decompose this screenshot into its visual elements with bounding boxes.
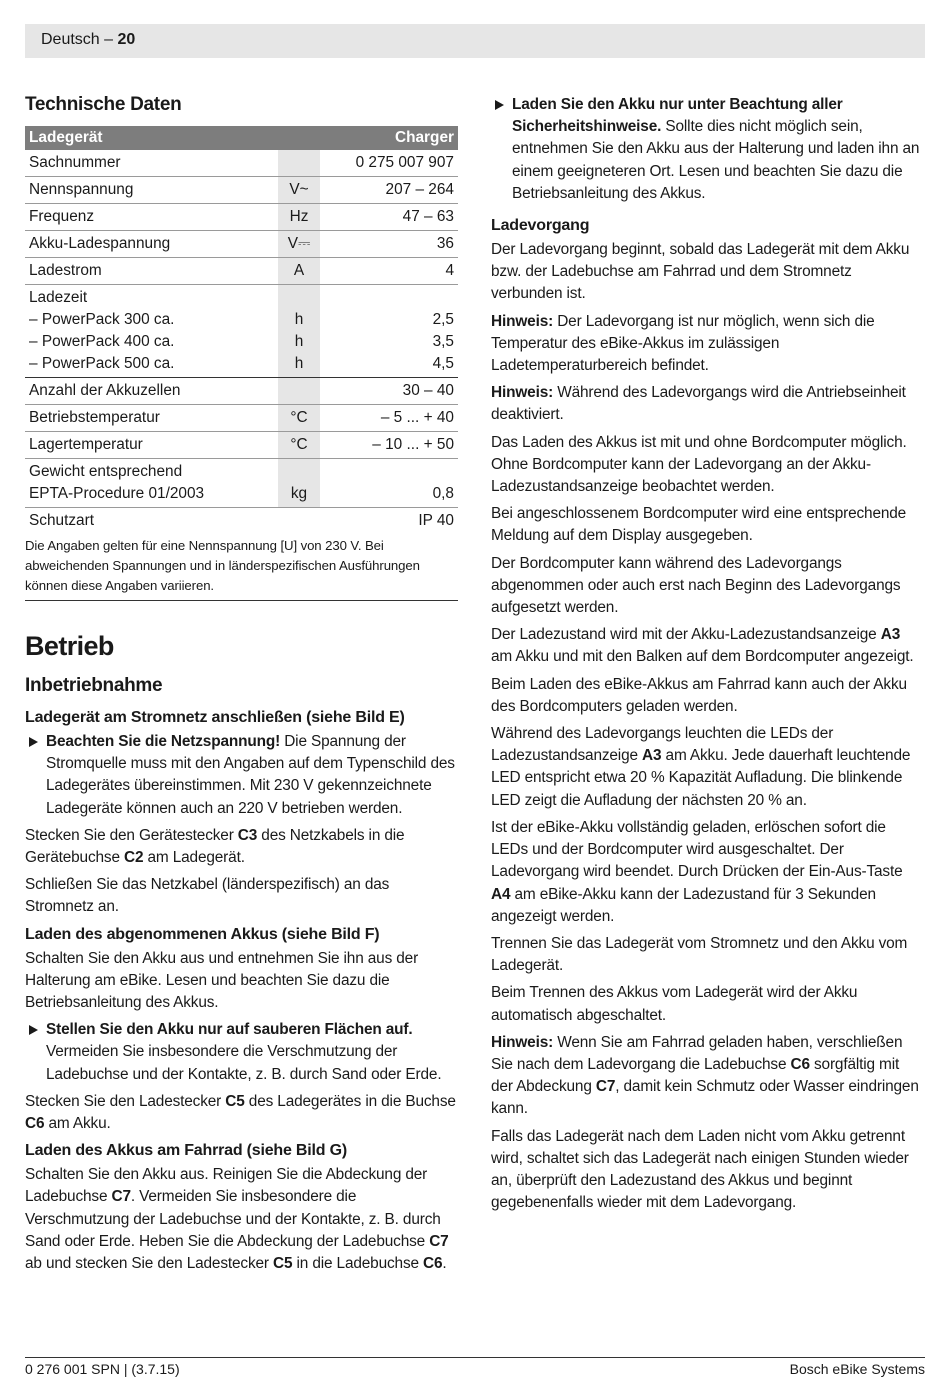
row-unit (278, 459, 320, 508)
row-unit: V⎓ (278, 231, 320, 258)
table-row (25, 432, 458, 459)
row-label: Lagertemperatur (25, 432, 278, 459)
row-value: 36 (320, 231, 458, 258)
row-unit: °C (278, 432, 320, 459)
text: . Vermeiden Sie insbesondere die Verschmutzung der Ladebuchse und der Kontakte, z. B. durch Sand oder Erde. Heben Sie die Abdeckung der Ladebuchse (25, 1188, 441, 1250)
paragraph-akku-aus: Schalten Sie den Akku aus und entnehmen Sie ihn aus der Halterung am eBike. Lesen und beachten Sie dazu die Betriebsanleitung des Akkus. (25, 949, 419, 1012)
ref-a4: A4 (491, 885, 511, 903)
row-value (320, 285, 458, 378)
row-label: Anzahl der Akkuzellen (25, 378, 278, 405)
text: Der Ladevorgang ist nur möglich, wenn sich die Temperatur des eBike-Akkus im zulässigen Ladetemperaturbereich befindet. (491, 312, 875, 375)
betrieb-heading: Betrieb (25, 631, 114, 661)
text: am eBike-Akku kann der Ladezustand für 3 Sekunden angezeigt werden. (491, 885, 876, 925)
text: Stecken Sie den Gerätestecker (25, 826, 238, 844)
row-value: 30 – 40 (320, 378, 458, 405)
row-unit: A (278, 258, 320, 285)
text: Wenn Sie am Fahrrad geladen haben, verschließen Sie nach dem Ladevorgang die Ladebuchse (491, 1033, 903, 1073)
row-value: – 10 ... + 50 (320, 432, 458, 459)
table-row (25, 204, 458, 231)
ref-c6: C6 (423, 1255, 443, 1273)
arrow-bullet-icon (495, 100, 504, 110)
row-unit: Hz (278, 204, 320, 231)
paragraph-bordcomputer-optional: Das Laden des Akkus ist mit und ohne Bordcomputer möglich. Ohne Bordcomputer kann der Ladevorgang an der Akku-Ladezustandsanzeige beobachtet werden. (491, 433, 907, 496)
row-label: Nennspannung (25, 177, 278, 204)
footer-rule (25, 1357, 925, 1358)
text: am Ladegerät. (143, 849, 245, 867)
bullet-text: Die Spannung der Stromquelle muss mit den Angaben auf dem Typenschild des Ladegerätes übereinstimmen. Mit 230 V gekennzeichnete Ladegeräte können auch an 220 V betrieben werden. (46, 733, 455, 817)
row-label: Frequenz (25, 204, 278, 231)
row-label: Akku-Ladespannung (25, 231, 278, 258)
ref-c7: C7 (429, 1232, 449, 1250)
header-language: Deutsch (41, 31, 100, 48)
text: am Akku. (44, 1115, 111, 1133)
ref-c5: C5 (273, 1255, 293, 1273)
powerpack-500-unit: h (294, 355, 304, 372)
row-label (25, 459, 278, 508)
text: , damit kein Schmutz oder Wasser eindringen kann. (491, 1078, 919, 1118)
bullet-saubere-flaechen (25, 1019, 458, 1086)
row-unit (278, 508, 320, 535)
tech-data-heading: Technische Daten (25, 94, 182, 115)
text: in die Ladebuchse (292, 1255, 424, 1273)
gewicht-label: Gewicht entsprechend (29, 463, 183, 480)
bullet-text: Sollte dies nicht möglich sein, entnehmen Sie den Akku aus der Halterung und laden ihn an einem geeigneteren Ort. Lesen und beachten Sie dazu die Betriebsanleitung des Akkus. (512, 118, 920, 202)
powerpack-400-label: – PowerPack 400 ca. (29, 333, 175, 350)
paragraph-trennen: Trennen Sie das Ladegerät vom Stromnetz und den Akku vom Ladegerät. (491, 934, 908, 975)
epta-label: EPTA-Procedure 01/2003 (29, 485, 205, 502)
bullet-bold: Stellen Sie den Akku nur auf sauberen Flächen auf. (46, 1021, 413, 1039)
abgenommen-heading: Laden des abgenommenen Akkus (siehe Bild F) (25, 925, 380, 943)
paragraph-fahrrad (25, 1164, 458, 1275)
ladevorgang-heading: Ladevorgang (491, 217, 590, 235)
powerpack-300-label: – PowerPack 300 ca. (29, 311, 175, 328)
text: Während des Ladevorgangs wird die Antriebseinheit deaktiviert. (491, 384, 906, 424)
bullet-netzspannung (25, 731, 458, 820)
powerpack-500-value: 4,5 (432, 355, 454, 372)
paragraph-hinweis-antrieb (491, 382, 923, 426)
row-label: Betriebstemperatur (25, 405, 278, 432)
gewicht-unit: kg (290, 485, 308, 502)
table-row (25, 378, 458, 405)
spec-col-ladegeraet: Ladegerät (25, 126, 278, 150)
inbetriebnahme-heading: Inbetriebnahme (25, 675, 163, 696)
row-value (320, 459, 458, 508)
text: Während des Ladevorgangs leuchten die LEDs der Ladezustandsanzeige (491, 725, 834, 765)
row-unit (278, 378, 320, 405)
footer-brand: Bosch eBike Systems (789, 1361, 925, 1377)
text: Stecken Sie den Ladestecker (25, 1092, 226, 1110)
text: Ist der eBike-Akku vollständig geladen, erlöschen sofort die LEDs und der Bordcomputer wird ausgeschaltet. Der Ladevorgang wird beendet. Durch Drücken der Ein-Aus-Taste (491, 818, 903, 881)
paragraph-automatisch: Beim Trennen des Akkus vom Ladegerät wird der Akku automatisch abgeschaltet. (491, 984, 858, 1024)
paragraph-netzkabel: Schließen Sie das Netzkabel (länderspezifisch) an das Stromnetz an. (25, 876, 390, 916)
table-row-ladezeit (25, 285, 458, 378)
row-unit: V~ (278, 177, 320, 204)
powerpack-400-value: 3,5 (432, 333, 454, 350)
paragraph-ladevorgang-beginnt: Der Ladevorgang beginnt, sobald das Ladegerät mit dem Akku bzw. der Ladebuchse am Fahrrad und dem Stromnetz verbunden ist. (491, 241, 910, 303)
bullet-bold: Beachten Sie die Netzspannung! (46, 733, 281, 750)
paragraph-wieder-an: Falls das Ladegerät nach dem Laden nicht vom Akku getrennt wird, schaltet sich das Ladegerät nach einigen Stunden wieder an, überprüft den Ladezustand des Akkus und beginnt gegebenenfalls wieder mit dem Ladevorgang. (491, 1127, 909, 1212)
table-row (25, 177, 458, 204)
text: . (442, 1255, 447, 1273)
paragraph-ladezustand (491, 624, 923, 668)
paragraph-vollstaendig (491, 817, 923, 928)
gewicht-value: 0,8 (432, 485, 454, 502)
bullet-text: Vermeiden Sie insbesondere die Verschmutzung der Ladebuchse und der Kontakte, z. B. durch Sand oder Erde. (46, 1043, 442, 1083)
right-column (491, 94, 923, 1219)
text: des Ladegerätes in die Buchse (244, 1092, 456, 1110)
hinweis-label: Hinweis: (491, 1033, 554, 1051)
stromnetz-heading: Ladegerät am Stromnetz anschließen (siehe Bild E) (25, 709, 405, 726)
row-label: Schutzart (29, 512, 95, 529)
spec-col-charger: Charger (320, 126, 458, 150)
paragraph-hinweis-abdeckung (491, 1032, 923, 1121)
arrow-bullet-icon (29, 737, 38, 747)
arrow-bullet-icon (29, 1025, 38, 1035)
spec-table-header (25, 126, 458, 150)
header-text (41, 31, 135, 49)
text: ab und stecken Sie den Ladestecker (25, 1255, 274, 1273)
paragraph-bordcomputer-laden: Beim Laden des eBike-Akkus am Fahrrad kann auch der Akku des Bordcomputers geladen werden. (491, 675, 907, 715)
row-unit (278, 285, 320, 378)
table-row-gewicht (25, 459, 458, 508)
spec-col-unit (278, 126, 320, 150)
table-row (25, 258, 458, 285)
row-value: – 5 ... + 40 (320, 405, 458, 432)
powerpack-300-value: 2,5 (432, 311, 454, 328)
header-separator: – (99, 31, 118, 48)
text: am Akku und mit den Balken auf dem Bordcomputer angezeigt. (491, 648, 914, 666)
row-value: 4 (320, 258, 458, 285)
row-label: Ladestrom (25, 258, 278, 285)
ref-c3: C3 (237, 826, 258, 844)
footer-doc-number: 0 276 001 SPN | (3.7.15) (25, 1361, 180, 1377)
ref-a3: A3 (880, 626, 901, 644)
ref-a3: A3 (642, 747, 662, 765)
row-value: 0 275 007 907 (320, 150, 458, 177)
table-row (25, 405, 458, 432)
table-note: Die Angaben gelten für eine Nennspannung [U] von 230 V. Bei abweichenden Spannungen und in länderspezifischen Ausführungen können diese Angaben variieren. (25, 534, 458, 601)
powerpack-500-label: – PowerPack 500 ca. (29, 355, 175, 372)
paragraph-geraetestecker (25, 825, 458, 869)
text: am Akku. Jede dauerhaft leuchtende LED entspricht etwa 20 % Kapazität Aufladung. Die blinkende LED zeigt die Aufladung der nächsten 20 % an. (491, 747, 911, 809)
ladezeit-label: Ladezeit (29, 289, 88, 306)
row-value: 207 – 264 (320, 177, 458, 204)
hinweis-label: Hinweis: (491, 384, 554, 402)
page-header (25, 24, 925, 58)
bullet-sicherheitshinweise (491, 94, 923, 205)
row-value: 47 – 63 (320, 204, 458, 231)
table-row (25, 150, 458, 177)
ref-c6: C6 (25, 1115, 45, 1133)
fahrrad-heading: Laden des Akkus am Fahrrad (siehe Bild G) (25, 1142, 347, 1160)
table-row (25, 508, 458, 535)
row-label (25, 285, 278, 378)
hinweis-label: Hinweis: (491, 312, 554, 330)
row-value: IP 40 (418, 512, 454, 529)
paragraph-display-meldung: Bei angeschlossenem Bordcomputer wird eine entsprechende Meldung auf dem Display ausgegeben. (491, 505, 907, 545)
spec-table (25, 126, 458, 534)
ref-c7: C7 (595, 1078, 616, 1096)
table-row (25, 231, 458, 258)
ref-c2: C2 (124, 849, 144, 867)
paragraph-hinweis-temperatur (491, 311, 923, 378)
text: sorgfältig mit der Abdeckung (491, 1055, 900, 1096)
row-unit (278, 150, 320, 177)
left-column (25, 92, 458, 1280)
ref-c5: C5 (225, 1092, 245, 1110)
paragraph-leds (491, 723, 923, 812)
ref-c6: C6 (790, 1055, 810, 1073)
powerpack-400-unit: h (294, 333, 304, 350)
ref-c7: C7 (111, 1188, 131, 1206)
text: Der Ladezustand wird mit der Akku-Ladezustandsanzeige (491, 626, 881, 644)
text: des Netzkabels in die Gerätebuchse (25, 826, 405, 867)
paragraph-bordcomputer-abnehmen: Der Bordcomputer kann während des Ladevorgangs abgenommen oder auch erst nach Beginn des Ladevorgangs aufgesetzt werden. (491, 554, 901, 617)
powerpack-300-unit: h (294, 311, 304, 328)
page-number: 20 (117, 31, 136, 48)
row-unit: °C (278, 405, 320, 432)
bullet-bold: Laden Sie den Akku nur unter Beachtung aller Sicherheitshinweise. (512, 96, 843, 136)
paragraph-ladestecker (25, 1091, 458, 1135)
row-label: Sachnummer (25, 150, 278, 177)
text: Schalten Sie den Akku aus. Reinigen Sie die Abdeckung der Ladebuchse (25, 1166, 428, 1206)
